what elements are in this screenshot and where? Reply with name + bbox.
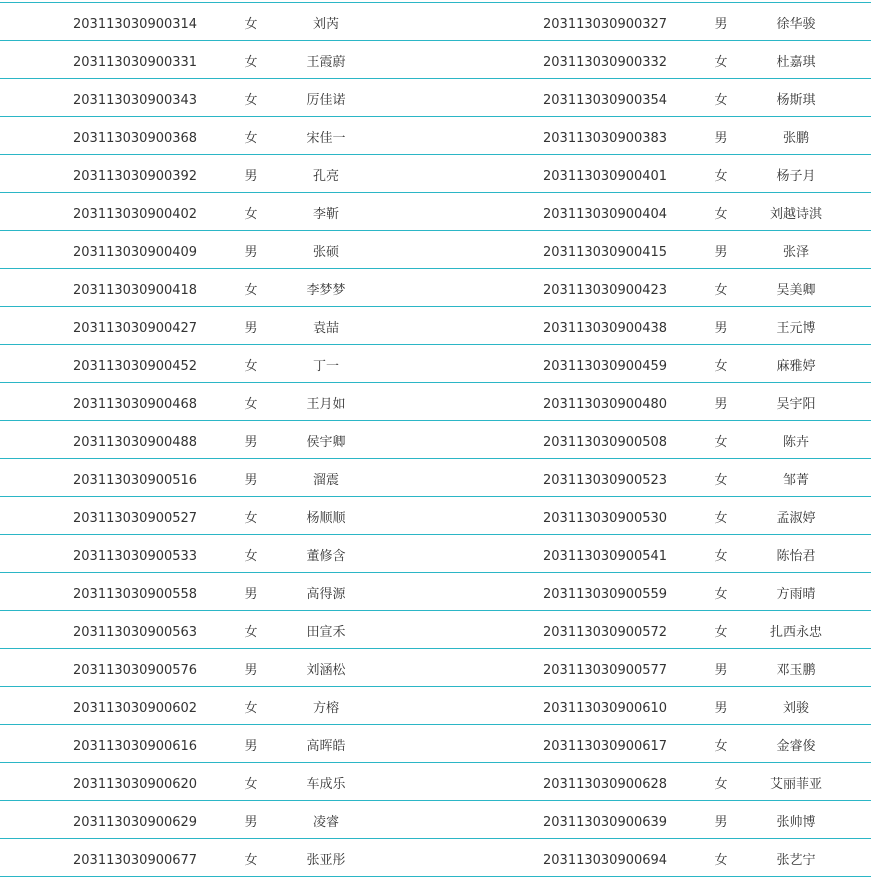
- student-name: 宋佳一: [306, 131, 346, 146]
- student-id: 203113030900617: [543, 739, 668, 754]
- table-row: [0, 763, 871, 801]
- student-id: 203113030900516: [73, 473, 198, 488]
- student-gender: 女: [244, 283, 258, 298]
- student-gender: 女: [714, 777, 728, 792]
- student-id: 203113030900438: [543, 321, 668, 336]
- table-row: [0, 801, 871, 839]
- student-name: 王月如: [306, 397, 346, 412]
- student-name: 张泽: [782, 245, 809, 260]
- student-gender: 男: [244, 815, 258, 830]
- table-row: [0, 611, 871, 649]
- student-gender: 男: [714, 17, 728, 32]
- student-name: 杨子月: [776, 169, 816, 184]
- student-id: 203113030900468: [73, 397, 198, 412]
- student-name: 孔亮: [312, 169, 339, 184]
- student-id: 203113030900541: [543, 549, 668, 564]
- student-name: 张亚彤: [306, 853, 346, 868]
- student-gender: 女: [714, 283, 728, 298]
- student-roster-table: [0, 2, 871, 877]
- student-id: 203113030900639: [543, 815, 668, 830]
- student-name: 张硕: [312, 245, 339, 260]
- student-id: 203113030900527: [73, 511, 198, 526]
- student-gender: 女: [714, 435, 728, 450]
- student-id: 203113030900401: [543, 169, 668, 184]
- student-name: 方榕: [312, 701, 339, 716]
- student-id: 203113030900508: [543, 435, 668, 450]
- student-id: 203113030900620: [73, 777, 198, 792]
- student-name: 吴宇阳: [776, 397, 816, 412]
- table-row: [0, 41, 871, 79]
- student-id: 203113030900677: [73, 853, 198, 868]
- student-gender: 男: [714, 131, 728, 146]
- student-id: 203113030900488: [73, 435, 198, 450]
- student-gender: 男: [244, 435, 258, 450]
- student-gender: 男: [714, 701, 728, 716]
- table-row: [0, 79, 871, 117]
- student-name: 徐华骏: [776, 17, 816, 32]
- student-gender: 女: [244, 359, 258, 374]
- student-name: 邓玉鹏: [776, 663, 816, 678]
- table-row: [0, 231, 871, 269]
- table-row: [0, 459, 871, 497]
- student-id: 203113030900354: [543, 93, 668, 108]
- student-name: 扎西永忠: [769, 625, 822, 640]
- student-name: 董修含: [306, 549, 346, 564]
- student-id: 203113030900327: [543, 17, 668, 32]
- student-name: 田宣禾: [306, 625, 346, 640]
- student-gender: 女: [244, 207, 258, 222]
- student-gender: 女: [714, 853, 728, 868]
- student-gender: 女: [714, 473, 728, 488]
- student-name: 刘芮: [312, 17, 339, 32]
- student-gender: 女: [714, 55, 728, 70]
- student-id: 203113030900563: [73, 625, 198, 640]
- table-row: [0, 3, 871, 41]
- student-id: 203113030900572: [543, 625, 668, 640]
- student-name: 邹菁: [782, 473, 809, 488]
- table-row: [0, 383, 871, 421]
- student-name: 凌睿: [312, 815, 339, 830]
- student-id: 203113030900480: [543, 397, 668, 412]
- student-name: 车成乐: [306, 777, 346, 792]
- student-gender: 女: [244, 131, 258, 146]
- student-id: 203113030900452: [73, 359, 198, 374]
- student-name: 王霞蔚: [306, 55, 346, 70]
- student-name: 高晖皓: [306, 739, 346, 754]
- student-gender: 男: [244, 321, 258, 336]
- student-id: 203113030900418: [73, 283, 198, 298]
- student-id: 203113030900392: [73, 169, 198, 184]
- table-row: [0, 497, 871, 535]
- student-id: 203113030900694: [543, 853, 668, 868]
- student-name: 溜震: [312, 473, 339, 488]
- student-id: 203113030900404: [543, 207, 668, 222]
- student-name: 厉佳诺: [306, 93, 346, 108]
- student-id: 203113030900368: [73, 131, 198, 146]
- student-gender: 男: [244, 473, 258, 488]
- student-gender: 女: [714, 359, 728, 374]
- student-gender: 女: [714, 625, 728, 640]
- student-gender: 男: [714, 245, 728, 260]
- student-id: 203113030900383: [543, 131, 668, 146]
- student-gender: 女: [714, 549, 728, 564]
- table-row: [0, 839, 871, 877]
- student-id: 203113030900577: [543, 663, 668, 678]
- student-gender: 女: [244, 93, 258, 108]
- student-id: 203113030900459: [543, 359, 668, 374]
- student-gender: 女: [244, 397, 258, 412]
- student-id: 203113030900427: [73, 321, 198, 336]
- student-gender: 女: [244, 55, 258, 70]
- student-id: 203113030900530: [543, 511, 668, 526]
- student-name: 高得源: [306, 587, 346, 602]
- table-row: [0, 193, 871, 231]
- student-id: 203113030900402: [73, 207, 198, 222]
- student-id: 203113030900533: [73, 549, 198, 564]
- student-gender: 女: [714, 511, 728, 526]
- student-id: 203113030900628: [543, 777, 668, 792]
- student-gender: 男: [244, 739, 258, 754]
- student-gender: 女: [714, 207, 728, 222]
- student-name: 方雨晴: [776, 587, 816, 602]
- student-gender: 女: [244, 625, 258, 640]
- table-row: [0, 155, 871, 193]
- student-name: 李靳: [312, 207, 339, 222]
- student-id: 203113030900610: [543, 701, 668, 716]
- student-gender: 女: [244, 777, 258, 792]
- student-gender: 女: [714, 587, 728, 602]
- student-name: 艾丽菲亚: [769, 777, 822, 792]
- student-gender: 女: [714, 739, 728, 754]
- student-gender: 女: [244, 549, 258, 564]
- table-row: [0, 117, 871, 155]
- student-id: 203113030900423: [543, 283, 668, 298]
- student-name: 侯宇卿: [306, 435, 346, 450]
- student-id: 203113030900331: [73, 55, 198, 70]
- student-id: 203113030900332: [543, 55, 668, 70]
- student-name: 金睿俊: [776, 739, 816, 754]
- student-name: 张艺宁: [776, 853, 816, 868]
- student-id: 203113030900602: [73, 701, 198, 716]
- student-name: 陈怡君: [776, 549, 816, 564]
- student-name: 袁喆: [312, 321, 339, 336]
- table-row: [0, 421, 871, 459]
- student-id: 203113030900629: [73, 815, 198, 830]
- student-id: 203113030900409: [73, 245, 198, 260]
- table-row: [0, 687, 871, 725]
- student-id: 203113030900558: [73, 587, 198, 602]
- student-id: 203113030900616: [73, 739, 198, 754]
- student-name: 丁一: [312, 359, 339, 374]
- student-gender: 女: [244, 701, 258, 716]
- student-gender: 女: [714, 169, 728, 184]
- student-gender: 男: [714, 397, 728, 412]
- student-name: 张鹏: [782, 131, 809, 146]
- student-name: 杨斯琪: [776, 93, 816, 108]
- student-name: 张帅博: [776, 815, 816, 830]
- student-name: 刘越诗淇: [769, 207, 822, 222]
- student-gender: 女: [244, 853, 258, 868]
- student-name: 陈卉: [782, 435, 809, 450]
- student-gender: 女: [244, 17, 258, 32]
- table-row: [0, 725, 871, 763]
- table-row: [0, 573, 871, 611]
- student-name: 吴美卿: [776, 283, 816, 298]
- student-gender: 女: [244, 511, 258, 526]
- table-row: [0, 649, 871, 687]
- table-row: [0, 535, 871, 573]
- table-row: [0, 345, 871, 383]
- student-gender: 女: [714, 93, 728, 108]
- student-name: 刘涵松: [306, 663, 346, 678]
- student-id: 203113030900559: [543, 587, 668, 602]
- student-name: 李梦梦: [306, 283, 346, 298]
- table-row: [0, 307, 871, 345]
- student-gender: 男: [714, 663, 728, 678]
- table-row: [0, 269, 871, 307]
- student-gender: 男: [244, 587, 258, 602]
- student-id: 203113030900415: [543, 245, 668, 260]
- student-id: 203113030900576: [73, 663, 198, 678]
- student-gender: 男: [244, 663, 258, 678]
- student-name: 麻雅婷: [776, 359, 816, 374]
- student-gender: 男: [244, 169, 258, 184]
- student-name: 王元博: [776, 321, 816, 336]
- student-name: 刘骏: [782, 701, 809, 716]
- student-gender: 男: [714, 321, 728, 336]
- student-id: 203113030900523: [543, 473, 668, 488]
- student-id: 203113030900314: [73, 17, 198, 32]
- student-gender: 男: [244, 245, 258, 260]
- student-name: 孟淑婷: [776, 511, 816, 526]
- student-gender: 男: [714, 815, 728, 830]
- student-name: 杜嘉琪: [776, 55, 816, 70]
- student-name: 杨顺顺: [306, 511, 346, 526]
- student-id: 203113030900343: [73, 93, 198, 108]
